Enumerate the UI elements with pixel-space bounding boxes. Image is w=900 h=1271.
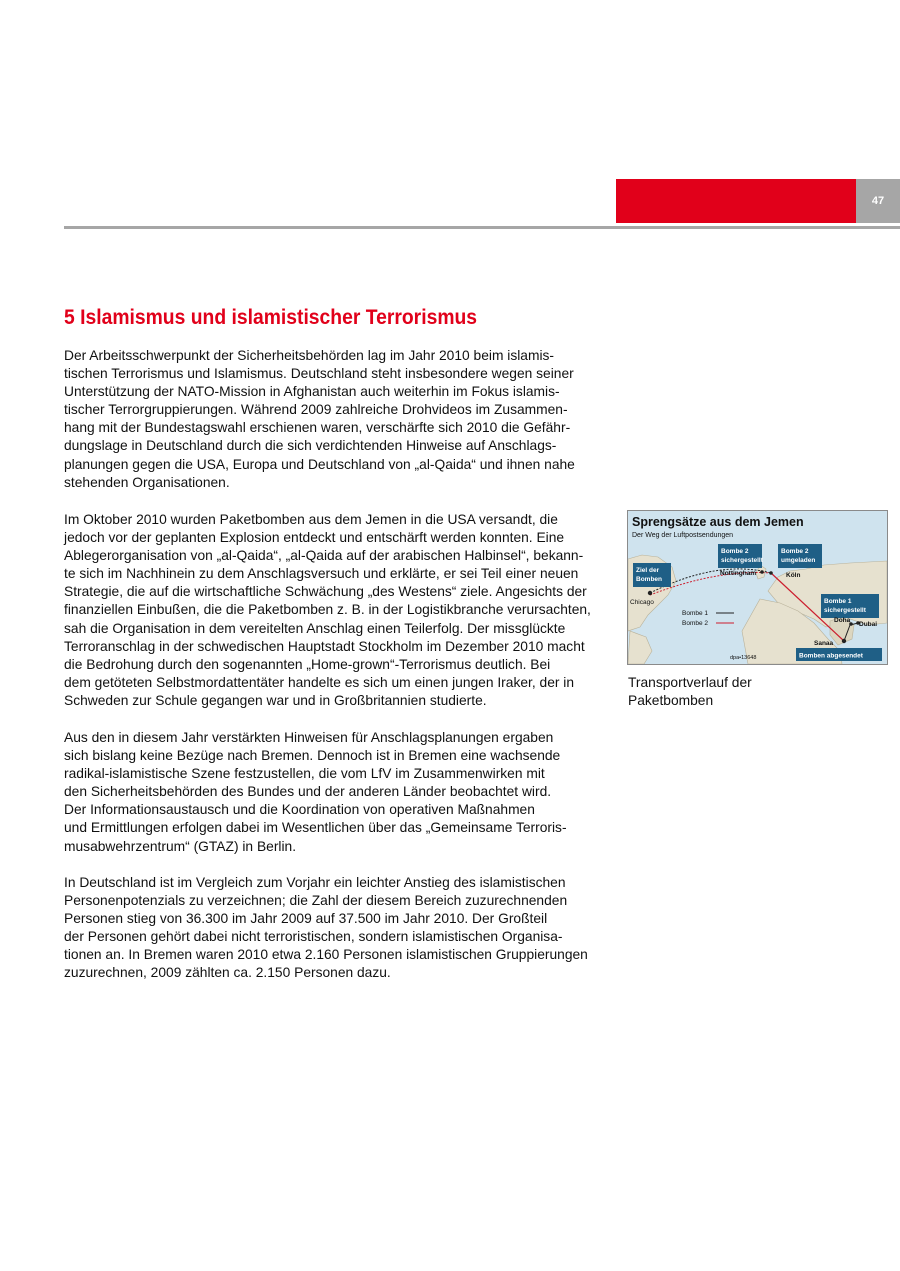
text-line: Terroranschlag in der schwedischen Hauptstadt Stockholm im Dezember 2010 macht (64, 638, 585, 654)
nottingham-marker (760, 570, 764, 574)
text-line: jedoch vor der geplanten Explosion entdeckt und entschärft werden konnten. Eine (64, 530, 565, 546)
bombe2-sichergestellt-line-2: sichergestellt (721, 557, 763, 564)
chicago-label: Chicago (630, 599, 654, 606)
text-line: finanziellen Einbußen, die die Paketbomben z. B. in der Logistikbranche verursachten, (64, 602, 591, 618)
page-number: 47 (856, 179, 900, 223)
text-line: Unterstützung der NATO-Mission in Afghanistan auch weiterhin im Fokus islamis- (64, 384, 560, 400)
text-line: den Sicherheitsbehörden des Bundes und der anderen Länder beobachtet wird. (64, 784, 552, 800)
text-line: Aus den in diesem Jahr verstärkten Hinweisen für Anschlagsplanungen ergaben (64, 730, 554, 745)
text-line: sich bislang keine Bezüge nach Bremen. Dennoch ist in Bremen eine wachsende (64, 748, 561, 764)
chicago-marker (648, 591, 652, 595)
text-line: dungslage in Deutschland durch die sich verdichtenden Hinweise auf Anschlags- (64, 438, 557, 454)
koeln-marker (769, 571, 773, 575)
text-line: Der Arbeitsschwerpunkt der Sicherheitsbehörden lag im Jahr 2010 beim islamis- (64, 348, 555, 363)
text-line: Strategie, die auf die wirtschaftliche Schwächung „des Westens“ ziele. Angesichts der (64, 584, 587, 600)
paragraph-4 (64, 874, 624, 983)
map-graphic (628, 511, 887, 664)
paragraph-1 (64, 347, 624, 492)
paragraph-2 (64, 511, 624, 710)
bombe1-sichergestellt-line-1: Bombe 1 (824, 598, 852, 605)
legend-bombe-2-label: Bombe 2 (682, 620, 709, 627)
text-line: te sich im Nachhinein zu dem Anschlagsversuch und erklärte, er sei Teil einer neuen (64, 566, 579, 582)
nottingham-label: Nottingham (720, 570, 757, 577)
map-title: Sprengsätze aus dem Jemen (632, 515, 804, 529)
sanaa-label: Sanaa (814, 640, 834, 647)
header-rule (64, 226, 900, 229)
abgesendet-label: Bomben abgesendet (799, 652, 863, 660)
legend-bombe-1-label: Bombe 1 (682, 610, 709, 617)
map-subtitle: Der Weg der Luftpostsendungen (632, 532, 734, 539)
section-heading: 5 Islamismus und islamistischer Terrorismus (64, 306, 478, 329)
text-line: zuzurechnen, 2009 zählten ca. 2.150 Personen dazu. (64, 965, 391, 981)
bombe1-sichergestellt-line-2: sichergestellt (824, 607, 866, 614)
text-line: Personen stieg von 36.300 im Jahr 2009 auf 37.500 im Jahr 2010. Der Großteil (64, 911, 548, 927)
text-line: die Bedrohung durch den sogenannten „Home-grown“-Terrorismus deutlich. Bei (64, 656, 551, 672)
bomb-route-map (627, 510, 888, 665)
text-line: In Deutschland ist im Vergleich zum Vorjahr ein leichter Anstieg des islamistischen (64, 875, 566, 890)
ziel-label-line-2: Bomben (636, 576, 662, 583)
ziel-label-line-1: Ziel der (636, 567, 660, 574)
bombe2-umgeladen-line-2: umgeladen (781, 557, 816, 564)
text-line: tischen Terrorismus und Islamismus. Deutschland steht insbesondere wegen seiner (64, 366, 574, 382)
text-line: Der Informationsaustausch und die Koordination von operativen Maßnahmen (64, 802, 535, 818)
text-line: tischer Terrorgruppierungen. Während 2009 zahlreiche Drohvideos im Zusammen- (64, 402, 568, 418)
header-red-band (616, 179, 856, 223)
caption-line: Paketbomben (628, 693, 714, 709)
figure-caption (628, 674, 828, 710)
text-line: der Personen gehört dabei nicht terroristischen, sondern islamistischen Organisa- (64, 929, 563, 945)
text-line: tionen an. In Bremen waren 2010 etwa 2.160 Personen islamistischen Gruppierungen (64, 947, 588, 963)
text-line: sah die Organisation in dem vereitelten Anschlag einen Teilerfolg. Der missglückte (64, 620, 566, 636)
paragraph-3 (64, 729, 624, 856)
text-line: dem getöteten Selbstmordattentäter handelte es sich um einen jungen Iraker, der in (64, 674, 575, 690)
text-line: Ablegerorganisation von „al-Qaida“, „al-Qaida auf der arabischen Halbinsel“, bekann- (64, 548, 584, 564)
dpa-credit: dpa•13648 (730, 655, 757, 661)
bombe2-umgeladen-line-1: Bombe 2 (781, 548, 809, 555)
text-line: musabwehrzentrum“ (GTAZ) in Berlin. (64, 838, 297, 854)
doha-label: Doha (834, 617, 851, 624)
text-line: und Ermittlungen erfolgen dabei im Wesentlichen über das „Gemeinsame Terroris- (64, 820, 567, 836)
bombe2-sichergestellt-line-1: Bombe 2 (721, 548, 749, 555)
text-line: radikal-islamistische Szene festzustellen, die vom LfV im Zusammenwirken mit (64, 766, 545, 782)
koeln-label: Köln (786, 572, 801, 579)
sanaa-marker (842, 639, 846, 643)
text-line: stehenden Organisationen. (64, 474, 230, 490)
dubai-label: Dubai (859, 621, 878, 628)
text-line: Personenpotenzials zu verzeichnen; die Zahl der diesem Bereich zuzurechnenden (64, 893, 568, 909)
text-line: Schweden zur Schule gegangen war und in Großbritannien studierte. (64, 692, 487, 708)
text-line: planungen gegen die USA, Europa und Deutschland von „al-Qaida“ und ihnen nahe (64, 456, 575, 472)
text-line: Im Oktober 2010 wurden Paketbomben aus dem Jemen in die USA versandt, die (64, 512, 558, 527)
text-line: hang mit der Bundestagswahl erschienen waren, verschärfte sich 2010 die Gefähr- (64, 420, 571, 436)
caption-line: Transportverlauf der (628, 675, 752, 690)
